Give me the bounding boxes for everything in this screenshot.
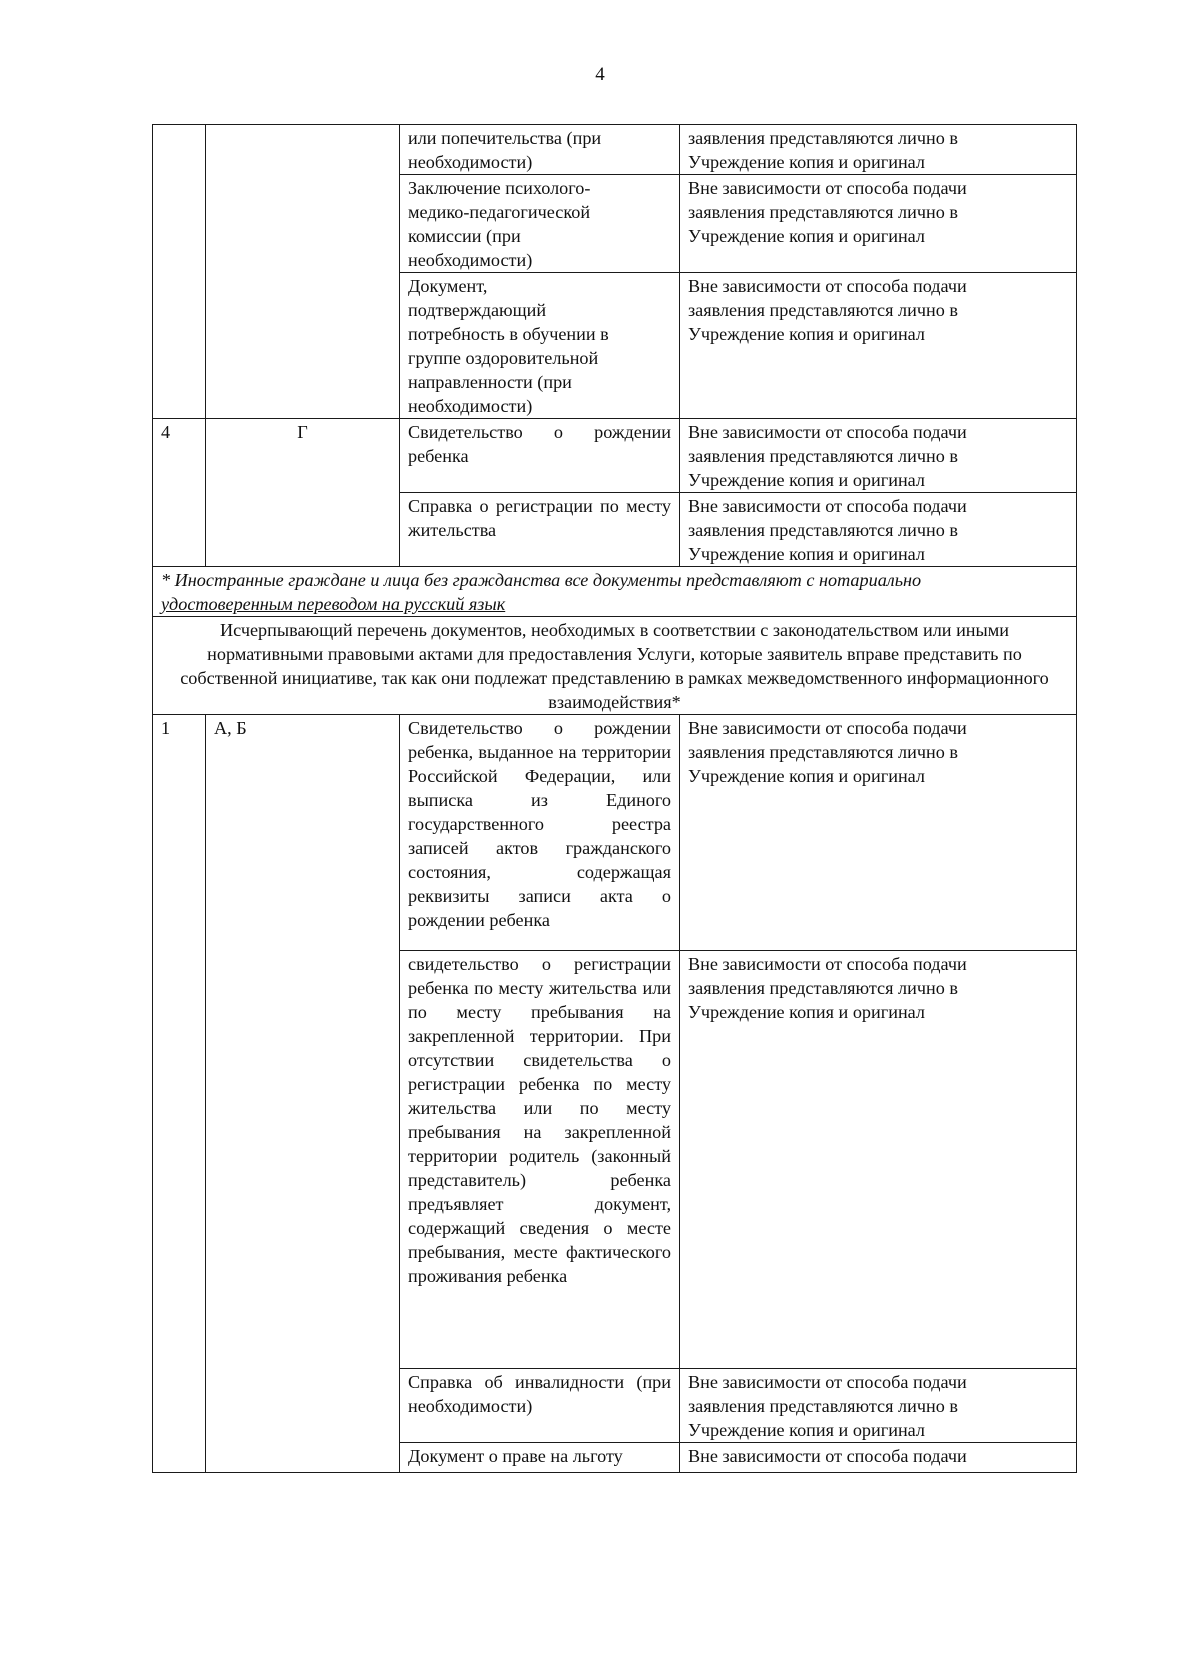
method-text: Вне зависимости от способа подачи заявления представляются лично в Учреждение копия и оригинал <box>688 954 967 1022</box>
document-cell <box>400 419 680 493</box>
document-cell <box>400 125 680 175</box>
method-cell <box>680 493 1077 567</box>
method-text: Вне зависимости от способа подачи заявления представляются лично в Учреждение копия и оригинал <box>688 178 967 246</box>
document-text: свидетельство о регистрации ребенка по месту жительства или по месту пребывания на закрепленной территории. При отсутствии свидетельства о регистрации ребенка по месту жительства или по месту пребывания на закрепленной территории родитель (законный представитель) ребенка предъявляет документ, содержащий сведения о месте пребывания, месте фактического проживания ребенка <box>408 954 671 1286</box>
document-text: или попечительства (при необходимости) <box>408 128 602 172</box>
number-cell <box>153 125 206 419</box>
method-cell <box>680 1369 1077 1443</box>
document-cell <box>400 951 680 1369</box>
method-text: Вне зависимости от способа подачи заявления представляются лично в Учреждение копия и оригинал <box>688 496 967 564</box>
method-cell <box>680 715 1077 951</box>
document-cell <box>400 715 680 951</box>
page-number: 4 <box>595 64 605 85</box>
document-text: Заключение психолого- медико-педагогической комиссии (при необходимости) <box>408 178 591 270</box>
table-row <box>153 715 1077 951</box>
method-text: Вне зависимости от способа подачи заявления представляются лично в Учреждение копия и оригинал <box>688 1372 967 1440</box>
table-row <box>153 125 1077 175</box>
row-number: 1 <box>153 715 206 1473</box>
note-cell <box>153 567 1077 617</box>
category-cell: А, Б <box>206 715 400 1473</box>
document-cell <box>400 273 680 419</box>
document-text: Документ о праве на льготу <box>408 1446 623 1466</box>
method-cell <box>680 125 1077 175</box>
table-row <box>153 419 1077 493</box>
method-text: Вне зависимости от способа подачи заявления представляются лично в Учреждение копия и оригинал <box>688 718 967 786</box>
document-cell <box>400 1369 680 1443</box>
method-text: Вне зависимости от способа подачи заявления представляются лично в Учреждение копия и оригинал <box>688 276 967 344</box>
method-text: заявления представляются лично в Учреждение копия и оригинал <box>688 128 958 172</box>
note-line: * Иностранные граждане и лица без гражданства все документы представляют с нотариально <box>161 570 922 590</box>
method-text: Вне зависимости от способа подачи заявления представляются лично в Учреждение копия и оригинал <box>688 422 967 490</box>
documents-table <box>152 124 1077 1473</box>
document-cell <box>400 493 680 567</box>
method-cell <box>680 273 1077 419</box>
category-cell: Г <box>206 419 400 567</box>
section-heading: Исчерпывающий перечень документов, необходимых в соответствии с законодательством или иными нормативными правовыми актами для предоставления Услуги, которые заявитель вправе представить по собственной инициативе, так как они подлежат представлению в рамках межведомственного информационного взаимодействия* <box>153 617 1077 715</box>
category-cell <box>206 125 400 419</box>
row-number: 4 <box>153 419 206 567</box>
method-cell <box>680 419 1077 493</box>
document-text: Свидетельство о рождении ребенка <box>408 422 671 466</box>
section-heading-row <box>153 617 1077 715</box>
note-line-underlined: удостоверенным переводом на русский язык <box>161 594 506 614</box>
document-cell <box>400 175 680 273</box>
method-cell <box>680 951 1077 1369</box>
document-text: Справка об инвалидности (при необходимости) <box>408 1372 671 1416</box>
note-row <box>153 567 1077 617</box>
method-cell <box>680 175 1077 273</box>
document-text: Справка о регистрации по месту жительства <box>408 496 671 540</box>
document-text: Свидетельство о рождении ребенка, выданное на территории Российской Федерации, или выписка из Единого государственного реестра записей актов гражданского состояния, содержащая реквизиты записи акта о рождении ребенка <box>408 718 671 930</box>
method-cell <box>680 1443 1077 1473</box>
document-cell <box>400 1443 680 1473</box>
document-text: Документ, подтверждающий потребность в обучении в группе оздоровительной направленности (при необходимости) <box>408 276 609 416</box>
method-text: Вне зависимости от способа подачи <box>688 1446 967 1466</box>
